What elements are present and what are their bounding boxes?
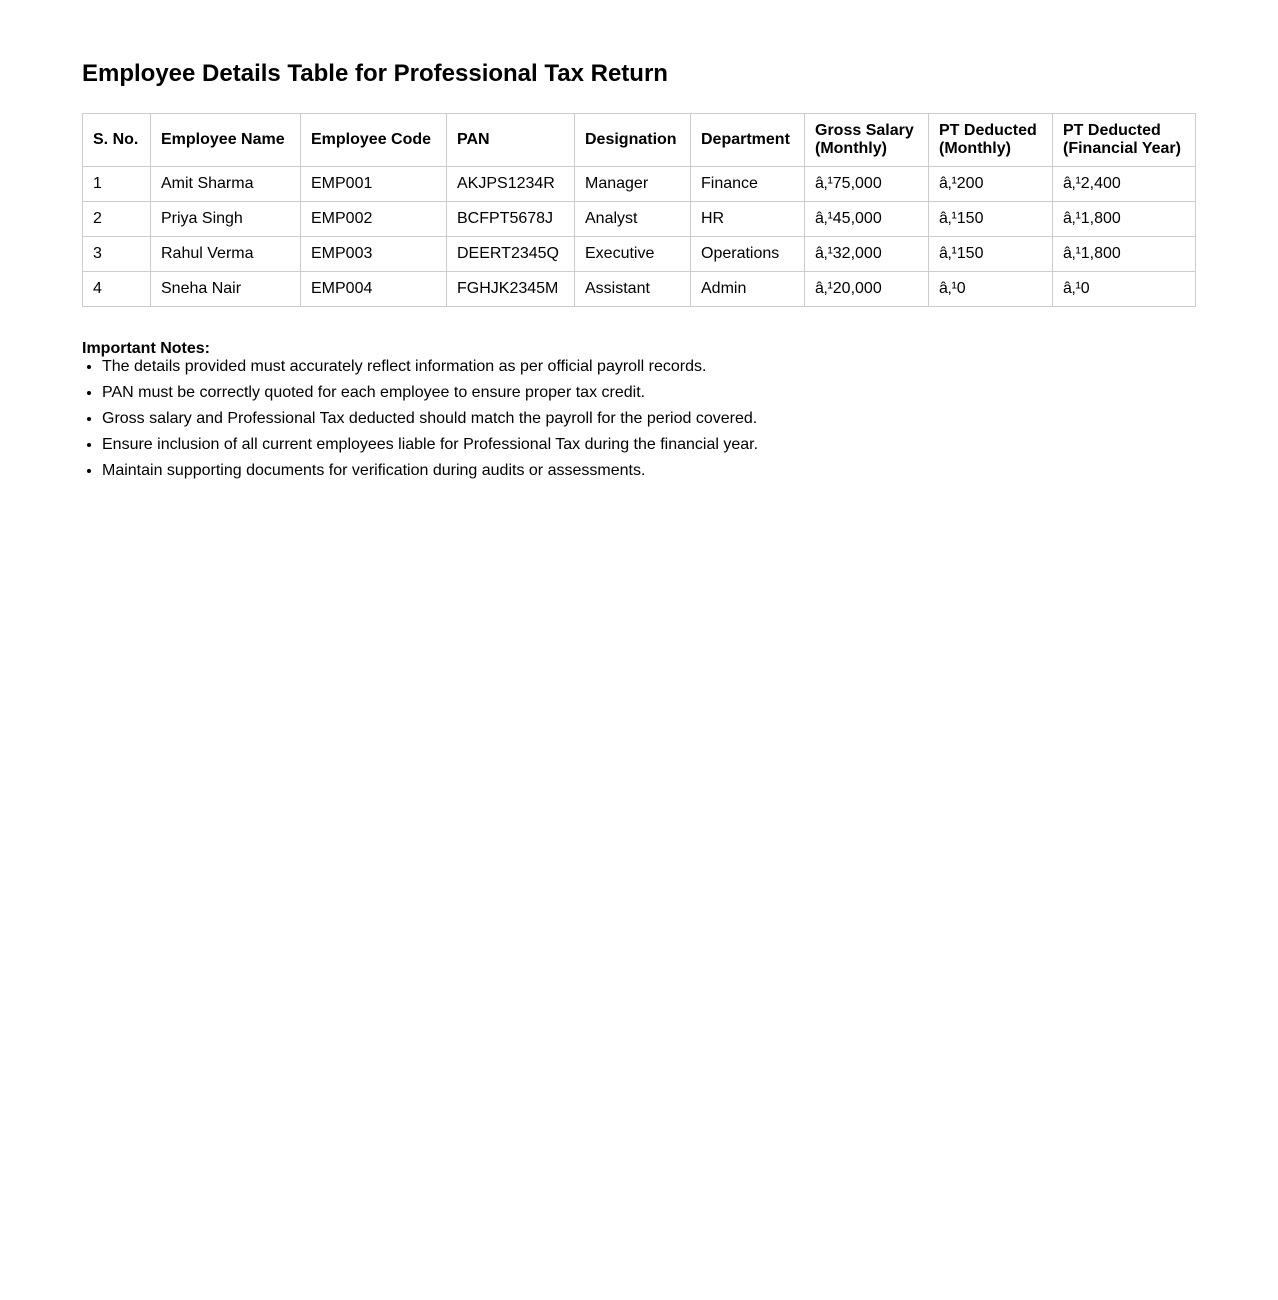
cell-employee-name: Rahul Verma [151,237,301,272]
cell-pt-financial-year: â‚¹1,800 [1053,237,1196,272]
list-item: • Maintain supporting documents for verification during audits or assessments. [102,462,1196,480]
table-row [83,167,1196,202]
page-title: Employee Details Table for Professional Tax Return [82,60,668,87]
cell-pan: FGHJK2345M [447,272,575,307]
list-item: • The details provided must accurately reflect information as per official payroll records. [102,358,1196,376]
cell-employee-name: Amit Sharma [151,167,301,202]
cell-pt-financial-year: â‚¹2,400 [1053,167,1196,202]
important-notes [82,340,1196,480]
cell-pt-monthly: â‚¹200 [929,167,1053,202]
list-item: • PAN must be correctly quoted for each employee to ensure proper tax credit. [102,384,1196,402]
cell-employee-code: EMP004 [301,272,447,307]
table-row [83,202,1196,237]
cell-pt-monthly: â‚¹150 [929,202,1053,237]
header-s-no: S. No. [83,114,151,167]
cell-gross-salary: â‚¹32,000 [805,237,929,272]
table-row [83,272,1196,307]
header-pt-monthly: PT Deducted (Monthly) [929,114,1053,167]
cell-department: Admin [691,272,805,307]
cell-pt-monthly: â‚¹0 [929,272,1053,307]
cell-pt-monthly: â‚¹150 [929,237,1053,272]
list-item: • Ensure inclusion of all current employees liable for Professional Tax during the financial year. [102,436,1196,454]
header-employee-code: Employee Code [301,114,447,167]
cell-s-no: 4 [83,272,151,307]
cell-pan: BCFPT5678J [447,202,575,237]
cell-gross-salary: â‚¹75,000 [805,167,929,202]
table-row [83,237,1196,272]
cell-designation: Manager [575,167,691,202]
cell-s-no: 1 [83,167,151,202]
header-employee-name: Employee Name [151,114,301,167]
cell-designation: Analyst [575,202,691,237]
header-pt-financial-year: PT Deducted (Financial Year) [1053,114,1196,167]
cell-pan: DEERT2345Q [447,237,575,272]
header-pan: PAN [447,114,575,167]
header-department: Department [691,114,805,167]
cell-department: Finance [691,167,805,202]
cell-gross-salary: â‚¹45,000 [805,202,929,237]
cell-gross-salary: â‚¹20,000 [805,272,929,307]
cell-s-no: 3 [83,237,151,272]
cell-employee-name: Sneha Nair [151,272,301,307]
cell-department: Operations [691,237,805,272]
cell-employee-code: EMP002 [301,202,447,237]
header-gross-salary: Gross Salary (Monthly) [805,114,929,167]
list-item: • Gross salary and Professional Tax deducted should match the payroll for the period covered. [102,410,1196,428]
cell-s-no: 2 [83,202,151,237]
document-page [0,0,1278,480]
cell-employee-code: EMP001 [301,167,447,202]
cell-pan: AKJPS1234R [447,167,575,202]
header-designation: Designation [575,114,691,167]
cell-pt-financial-year: â‚¹1,800 [1053,202,1196,237]
cell-pt-financial-year: â‚¹0 [1053,272,1196,307]
cell-employee-code: EMP003 [301,237,447,272]
cell-designation: Executive [575,237,691,272]
cell-employee-name: Priya Singh [151,202,301,237]
notes-heading: Important Notes: [82,340,210,357]
cell-designation: Assistant [575,272,691,307]
employee-details-table [82,113,1196,307]
notes-list [82,358,1196,480]
table-header-row [83,114,1196,167]
cell-department: HR [691,202,805,237]
